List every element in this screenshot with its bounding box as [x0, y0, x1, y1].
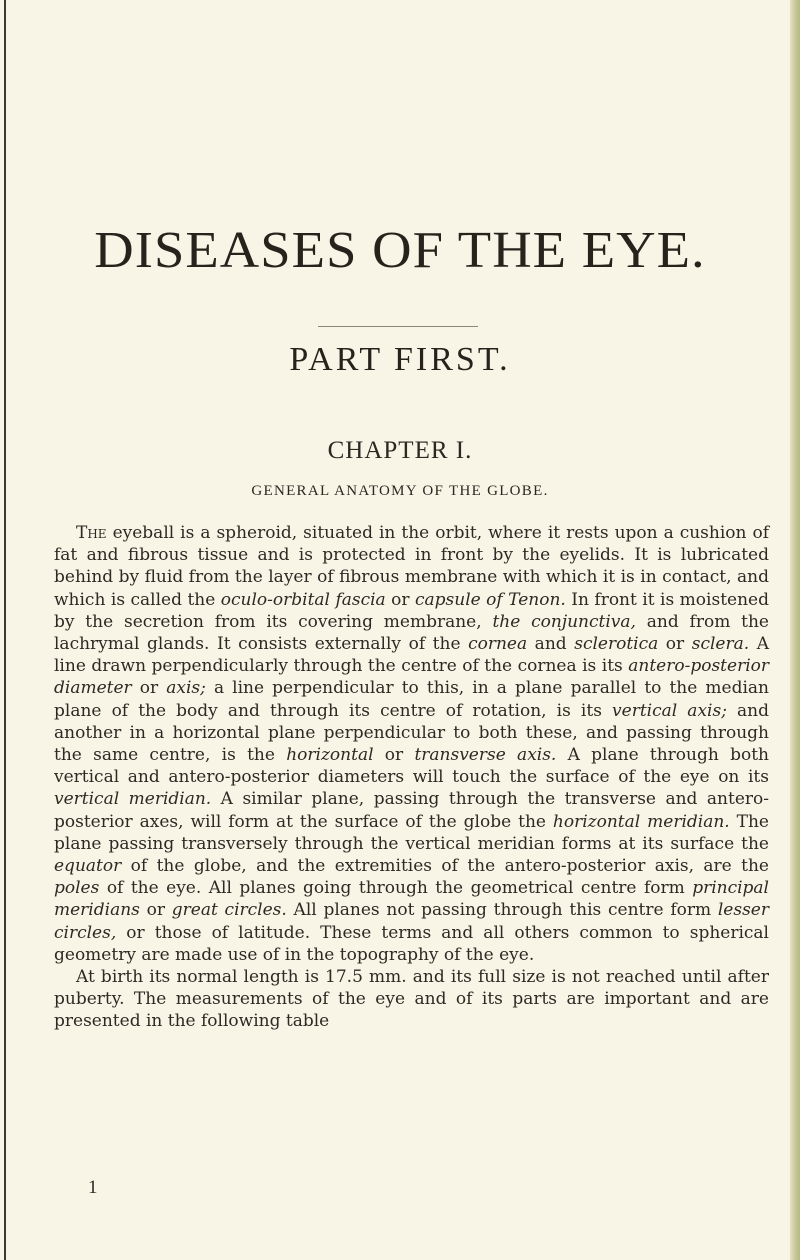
paragraph-1-text: A line drawn perpendicularly through the centre of the cornea is its — [54, 634, 769, 677]
paragraph-1-text: eyeball is a spheroid, situated in the orbit, where it rests upon a cushion of fat and fibrous tissue and is protected in front by the eyelids. It is lubricated behind by fluid from the layer of fibrous membrane with which it is in contact, and which is called the — [54, 523, 769, 610]
term-sclera: sclera. — [691, 634, 750, 655]
page-number: 1 — [88, 1177, 98, 1198]
term-vertical-axis: vertical axis; — [612, 700, 727, 721]
paragraph-1-text: or — [139, 900, 172, 921]
term-lesser-circles: lesser circles, — [54, 900, 769, 943]
paragraph-1-text: or those of latitude. These terms and all others common to spherical geometry are made use of in the topography of the eye. — [54, 922, 769, 965]
chapter-title: CHAPTER I. — [327, 437, 473, 464]
term-great-circles: great circles. — [171, 900, 287, 921]
paragraph-1-text: a line perpendicular to this, in a plane parallel to the median plane of the body and through its centre of rotation, is its — [54, 678, 769, 721]
page-edge-stain — [790, 0, 800, 1260]
book-title: DISEASES OF THE EYE. — [94, 222, 706, 279]
term-sclerotica: sclerotica — [574, 634, 659, 655]
term-horizontal: horizontal — [286, 745, 374, 766]
term-transverse-axis: transverse axis. — [414, 745, 557, 766]
paragraph-1-text: All planes not passing through this centre form — [286, 900, 718, 921]
paragraph-1-text: A plane through both vertical and antero-posterior diameters will touch the surface of the eye on its — [54, 745, 769, 788]
paragraph-1-text: or — [131, 678, 167, 699]
part-title: PART FIRST. — [289, 341, 511, 378]
paragraph-2-text: At birth its normal length is 17.5 mm. and its full size is not reached until after puberty. The measurements of the eye and of its parts are important and are presented in the following table — [54, 967, 769, 1032]
title-divider — [318, 326, 478, 327]
term-conjunctiva: the conjunctiva, — [492, 611, 636, 632]
paragraph-1-text: or — [373, 745, 415, 766]
term-cornea: cornea — [468, 634, 528, 655]
paragraph-1-text: and another in a horizontal plane perpendicular to both these, and passing through the same centre, is the — [54, 700, 769, 766]
paragraph-1-text: and — [527, 634, 575, 655]
paragraph-1-text: or — [658, 634, 692, 655]
term-horizontal-meridian: horizontal meridian. — [552, 811, 730, 832]
paragraph-1-text: or — [385, 589, 415, 610]
paragraph-1-text: A similar plane, passing through the transverse and antero-posterior axes, will form at the surface of the globe the — [54, 789, 770, 832]
term-poles: poles — [54, 878, 100, 899]
paragraph-1-text: of the eye. All planes going through the geometrical centre form — [99, 878, 693, 899]
term-axis: axis; — [166, 678, 206, 699]
term-antero-posterior-diameter: antero-posterior diameter — [54, 656, 769, 699]
paragraph-1-text: The plane passing transversely through the vertical meridian forms at its surface the — [54, 811, 769, 854]
page-binding-edge — [4, 0, 6, 1260]
paragraph-1-text: and from the lachrymal glands. It consists externally of the — [54, 611, 769, 655]
paragraph-1-text: of the globe, and the extremities of the antero-posterior axis, are the — [121, 856, 769, 877]
opening-word: The — [76, 523, 107, 543]
chapter-body-text — [54, 522, 769, 1033]
term-oculo-orbital-fascia: oculo-orbital fascia — [220, 589, 386, 610]
section-title: GENERAL ANATOMY OF THE GLOBE. — [251, 483, 549, 499]
term-principal-meridians: principal meridians — [54, 878, 769, 921]
term-vertical-meridian: vertical meridian. — [54, 789, 212, 810]
paragraph-1-text: In front it is moistened by the secretion from its covering membrane, — [54, 589, 769, 632]
term-capsule-of-tenon: capsule of Tenon. — [415, 589, 566, 610]
term-equator: equator — [54, 856, 122, 877]
